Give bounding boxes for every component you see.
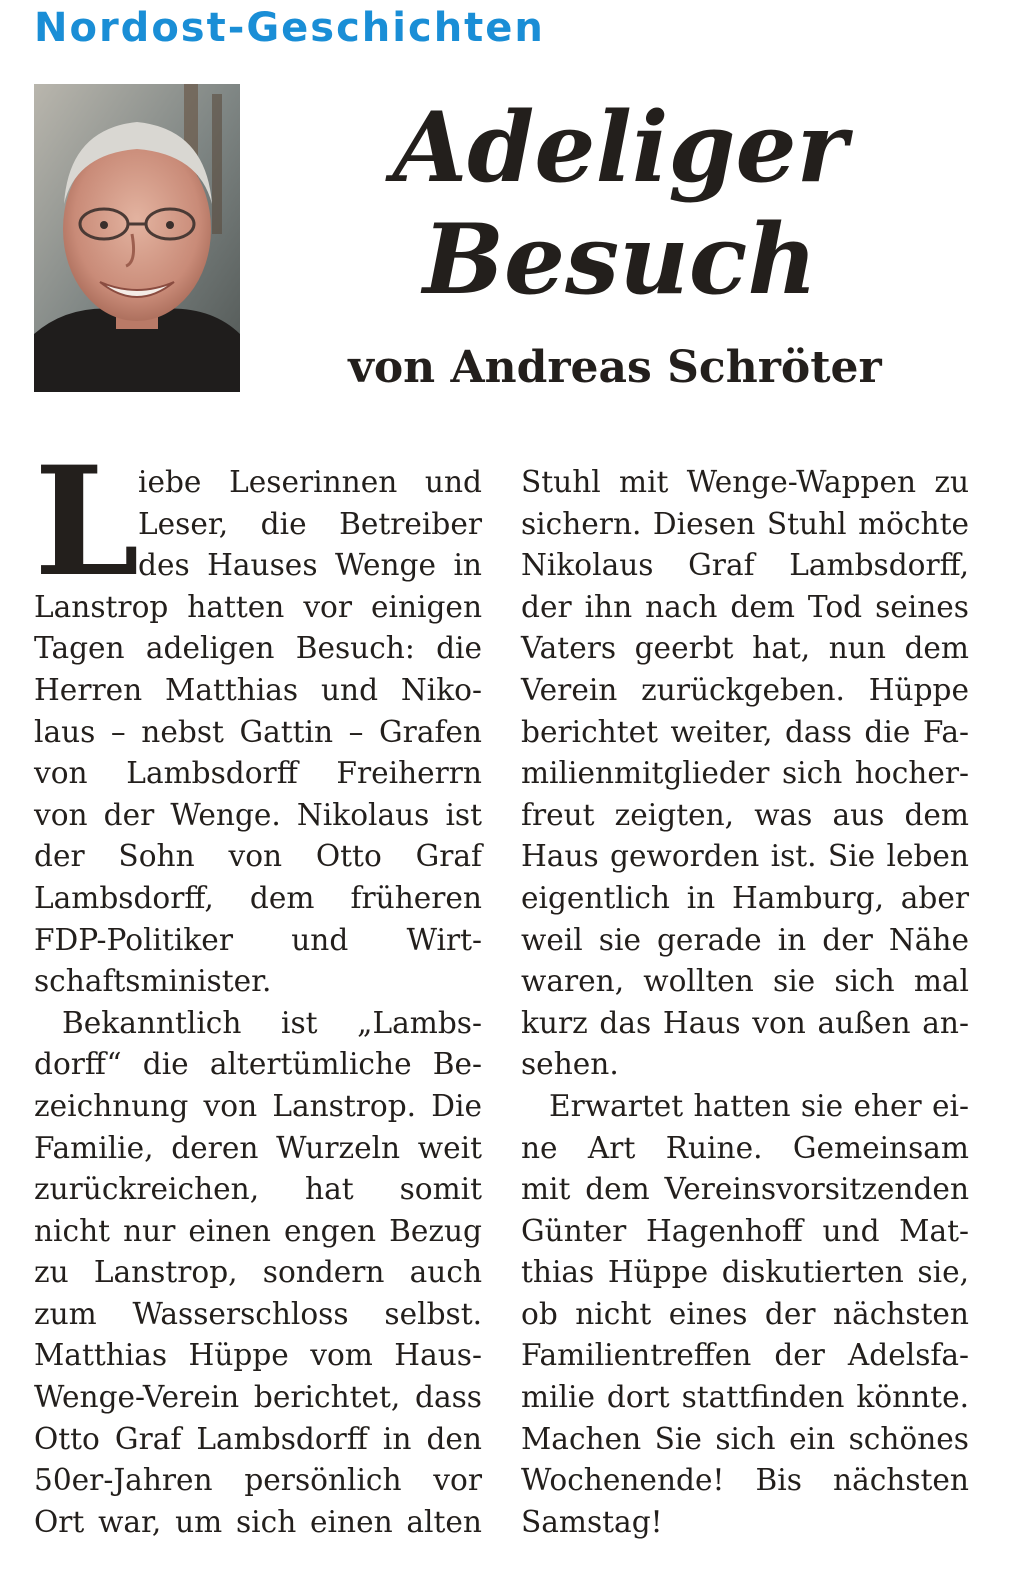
text-line: waren, wollten sie sich mal [521, 964, 969, 999]
text-line: sehen. [521, 1047, 619, 1082]
text-line: sichern. Diesen Stuhl möchte [521, 506, 969, 541]
text-line: Wenge-Verein berichtet, dass [34, 1380, 482, 1415]
text-line: milienmitglieder sich hocher- [521, 756, 969, 791]
text-line: zurückreichen, hat somit [34, 1172, 482, 1207]
text-line: Herren Matthias und Niko- [34, 672, 482, 707]
text-line: Tagen adeligen Besuch: die [34, 631, 482, 666]
text-line: Samstag! [521, 1504, 663, 1539]
text-line: milie dort stattfinden könnte. [521, 1380, 969, 1415]
text-line: kurz das Haus von außen an- [521, 1005, 969, 1040]
text-line: mit dem Vereinsvorsitzenden [521, 1172, 969, 1207]
text-line: ob nicht eines der nächsten [521, 1296, 969, 1331]
text-line: Familie, deren Wurzeln weit [34, 1130, 482, 1165]
text-line: der ihn nach dem Tod seines [521, 589, 969, 624]
drop-cap: L [34, 434, 140, 610]
byline: von Andreas Schröter [348, 342, 882, 393]
first-paragraph [34, 434, 482, 1003]
text-line: dorff“ die altertümliche Be- [34, 1047, 482, 1082]
author-portrait-icon [34, 84, 240, 392]
text-line: Leser, die Betreiber [138, 506, 482, 541]
text-line: zum Wasserschloss selbst. [34, 1296, 482, 1331]
text-line: Otto Graf Lambsdorff in den [34, 1421, 482, 1456]
article-column-2 [521, 462, 969, 1543]
text-line: eigentlich in Hamburg, aber [521, 880, 969, 915]
second-paragraph [34, 1003, 482, 1544]
text-line: Machen Sie sich ein schönes [521, 1421, 969, 1456]
text-line: nicht nur einen engen Bezug [34, 1213, 482, 1248]
text-line: Günter Hagenhoff und Mat- [521, 1213, 969, 1248]
rubric-title: Nordost-Geschichten [34, 5, 545, 51]
text-line: Lanstrop hatten vor einigen [34, 589, 482, 624]
article-column-1 [34, 434, 482, 1543]
text-line: Matthias Hüppe vom Haus- [34, 1338, 482, 1373]
text-line: ne Art Ruine. Gemeinsam [521, 1130, 969, 1165]
text-line: Stuhl mit Wenge-Wappen zu [521, 465, 969, 499]
text-line: zu Lanstrop, sondern auch [34, 1255, 482, 1290]
fourth-paragraph [521, 1086, 969, 1544]
text-line: berichtet weiter, dass die Fa- [521, 714, 969, 749]
text-line: Haus geworden ist. Sie leben [521, 839, 969, 874]
text-line: laus – nebst Gattin – Grafen [34, 714, 482, 749]
text-line: Lambsdorff, dem früheren [34, 880, 482, 915]
text-line: iebe Leserinnen und [138, 465, 482, 499]
text-line: Bekanntlich ist „Lambs- [62, 1005, 482, 1040]
text-line: FDP-Politiker und Wirt- [34, 922, 482, 957]
text-line: Ort war, um sich einen alten [34, 1504, 482, 1539]
text-line: freut zeigten, was aus dem [521, 797, 969, 832]
text-line: Nikolaus Graf Lambsdorff, [521, 548, 969, 583]
text-line: der Sohn von Otto Graf [34, 839, 482, 874]
text-line: weil sie gerade in der Nähe [521, 922, 969, 957]
third-paragraph [521, 462, 969, 1086]
headline-line-2: Besuch [422, 203, 818, 316]
text-line: Erwartet hatten sie eher ei- [549, 1088, 969, 1123]
text-line: schaftsminister. [34, 964, 272, 999]
text-line: Vaters geerbt hat, nun dem [521, 631, 969, 666]
text-line: thias Hüppe diskutierten sie, [521, 1255, 969, 1290]
text-line: Wochenende! Bis nächsten [521, 1463, 969, 1498]
headline [330, 92, 910, 316]
text-line: von der Wenge. Nikolaus ist [34, 797, 482, 832]
text-line: Verein zurückgeben. Hüppe [521, 672, 969, 707]
text-line: zeichnung von Lanstrop. Die [34, 1088, 482, 1123]
headline-line-1: Adeliger [392, 91, 848, 204]
text-line: Familientreffen der Adelsfa- [521, 1338, 969, 1373]
text-line: des Hauses Wenge in [138, 548, 482, 583]
text-line: von Lambsdorff Freiherrn [34, 756, 482, 791]
text-line: 50er-Jahren persönlich vor [34, 1463, 482, 1498]
